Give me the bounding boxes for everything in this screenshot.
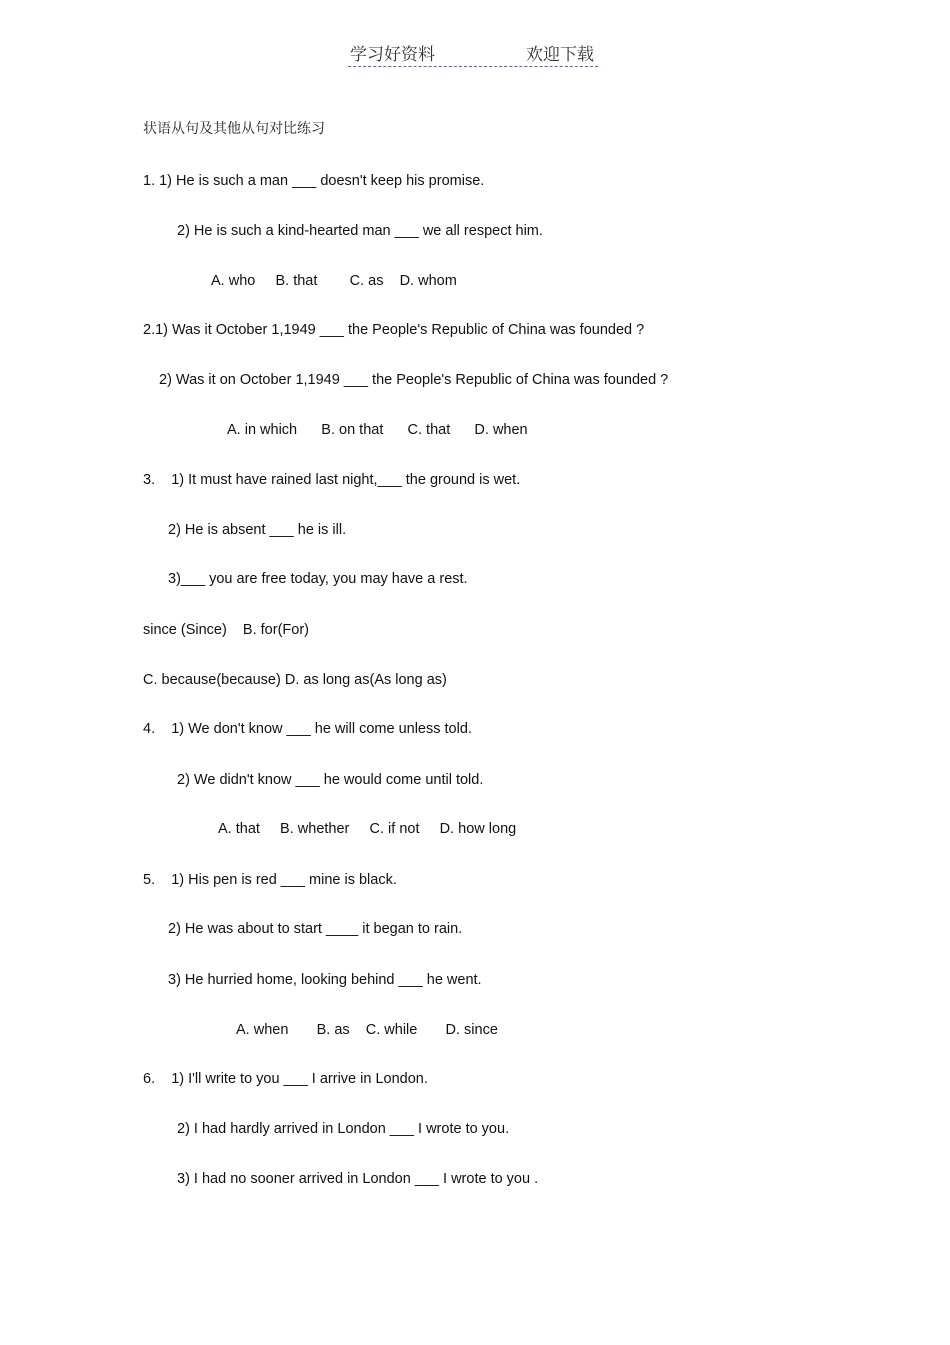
page-header [348,40,598,67]
q6-part2: 2) I had hardly arrived in London ___ I wrote to you. [177,1121,510,1137]
q1-part2: 2) He is such a kind-hearted man ___ we all respect him. [177,223,543,239]
header-left-text: 学习好资料 [350,45,435,65]
header-right-text: 欢迎下载 [526,45,594,65]
q3-part1: 3. 1) It must have rained last night,___ the ground is wet. [143,472,521,488]
document-title: 状语从句及其他从句对比练习 [143,121,325,137]
q4-part2: 2) We didn't know ___ he would come until told. [177,772,484,788]
q4-part1: 4. 1) We don't know ___ he will come unless told. [143,721,472,737]
q1-options: A. who B. that C. as D. whom [211,273,457,289]
q1-part1: 1. 1) He is such a man ___ doesn't keep his promise. [143,173,485,189]
q4-options: A. that B. whether C. if not D. how long [218,821,517,837]
q3-part3: 3)___ you are free today, you may have a rest. [168,571,468,587]
q5-part1: 5. 1) His pen is red ___ mine is black. [143,872,397,888]
q2-part1: 2.1) Was it October 1,1949 ___ the People's Republic of China was founded ? [143,322,645,338]
q5-options: A. when B. as C. while D. since [236,1022,498,1038]
q3-options-1: since (Since) B. for(For) [143,622,309,638]
q6-part1: 6. 1) I'll write to you ___ I arrive in London. [143,1071,428,1087]
q6-part3: 3) I had no sooner arrived in London ___ I wrote to you . [177,1171,539,1187]
q3-part2: 2) He is absent ___ he is ill. [168,522,347,538]
q5-part3: 3) He hurried home, looking behind ___ he went. [168,972,482,988]
q2-part2: 2) Was it on October 1,1949 ___ the People's Republic of China was founded ? [159,372,669,388]
q5-part2: 2) He was about to start ____ it began to rain. [168,921,463,937]
q3-options-2: C. because(because) D. as long as(As long as) [143,672,447,688]
q2-options: A. in which B. on that C. that D. when [227,422,528,438]
